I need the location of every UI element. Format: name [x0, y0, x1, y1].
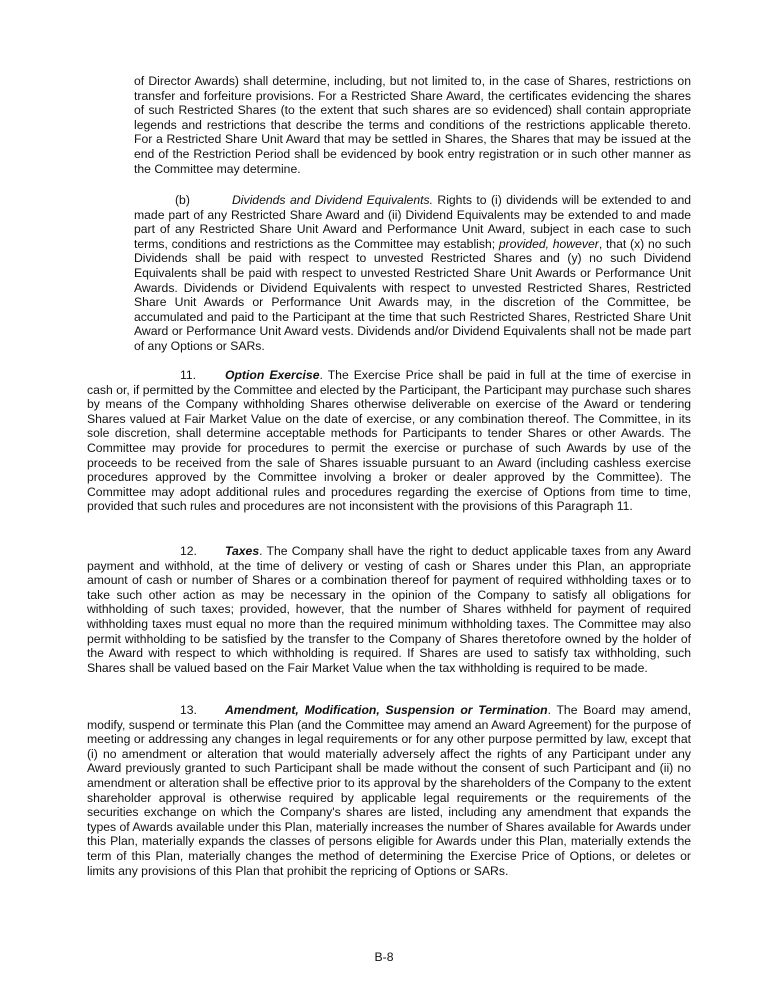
section-13-amendment	[87, 703, 691, 878]
section-number: 11.	[180, 368, 197, 382]
section-heading: Amendment, Modification, Suspension or Termination	[225, 703, 548, 717]
section-heading: Taxes	[225, 544, 260, 558]
subsection-text-continued: , that (x) no such Dividends shall be paid with respect to unvested Restricted Shares and (y) no such Dividend Equivalents shall be paid with respect to unvested Restricted Share Unit Awards or Performance Unit Awards. Dividends or Dividend Equivalents with respect to unvested Restricted Shares, Restricted Share Unit Awards or Performance Unit Awards may, in the discretion of the Committee, be accumulated and paid to the Participant at the time that such Restricted Shares, Restricted Share Unit Award or Performance Unit Award vests. Dividends and/or Dividend Equivalents shall not be made part of any Options or SARs.	[134, 236, 691, 353]
subsection-heading: Dividends and Dividend Equivalents.	[232, 193, 433, 207]
section-heading: Option Exercise	[225, 368, 320, 382]
continuation-text: of Director Awards) shall determine, including, but not limited to, in the case of Shares, restrictions on transfer and forfeiture provisions. For a Restricted Share Award, the certificates evidencing the shares of such Restricted Shares (to the extent that such shares are so evidenced) shall contain appropriate legends and restrictions that describe the terms and conditions of the restrictions applicable thereto. For a Restricted Share Unit Award that may be settled in Shares, the Shares that may be issued at the end of the Restriction Period shall be evidenced by book entry registration or in such other manner as the Committee may determine.	[134, 74, 691, 176]
section-body: . The Company shall have the right to deduct applicable taxes from any Award payment and withhold, at the time of delivery or vesting of cash or Shares under this Plan, an appropriate amount of cash or number of Shares or a combination thereof for payment of required withholding taxes or to take such other action as may be necessary in the opinion of the Company to satisfy all obligations for withholding of such taxes; provided, however, that the number of Shares withheld for payment of required withholding taxes must equal no more than the required minimum withholding taxes. The Committee may also permit withholding to be satisfied by the transfer to the Company of Shares theretofore owned by the holder of the Award with respect to which withholding is required. If Shares are used to satisfy tax withholding, such Shares shall be valued based on the Fair Market Value when the tax withholding is required to be made.	[87, 544, 691, 675]
subsection-text: Rights to (i) dividends will be extended to and made part of any Restricted Share Award and (ii) Dividend Equivalents may be extended to and made part of any Restricted Share Unit Award and Performance Unit Award, subject in each case to such terms, conditions and restrictions as the Committee may establish;	[134, 193, 691, 251]
section-number: 13.	[180, 703, 197, 717]
section-body: . The Exercise Price shall be paid in full at the time of exercise in cash or, if permitted by the Committee and elected by the Participant, the Participant may purchase such shares by means of the Company withholding Shares otherwise deliverable on exercise of the Award or tendering Shares valued at Fair Market Value on the date of exercise, or any combination thereof. The Committee, in its sole discretion, shall determine acceptable methods for Participants to tender Shares or other Awards. The Committee may provide for procedures to permit the exercise or purchase of such Awards by use of the proceeds to be received from the sale of Shares issuable pursuant to an Award (including cashless exercise procedures approved by the Committee involving a broker or dealer approved by the Committee). The Committee may adopt additional rules and procedures regarding the exercise of Options from time to time, provided that such rules and procedures are not inconsistent with the provisions of this Paragraph 11.	[87, 368, 691, 514]
subsection-number: (b)	[175, 193, 190, 207]
continuation-paragraph	[134, 74, 691, 176]
section-number: 12.	[180, 544, 197, 558]
page-number: B-8	[374, 950, 394, 964]
section-body: . The Board may amend, modify, suspend or terminate this Plan (and the Committee may amend an Award Agreement) for the purpose of meeting or addressing any changes in legal requirements or for any other purpose permitted by law, except that (i) no amendment or alteration that would materially adversely affect the rights of any Participant under any Award previously granted to such Participant shall be made without the consent of such Participant and (ii) no amendment or alteration shall be effective prior to its approval by the shareholders of the Company to the extent shareholder approval is otherwise required by applicable legal requirements or the requirements of the securities exchange on which the Company's shares are listed, including any amendment that expands the types of Awards available under this Plan, materially increases the number of Shares available for Awards under this Plan, materially expands the classes of persons eligible for Awards under this Plan, materially extends the term of this Plan, materially changes the method of determining the Exercise Price of Options, or deletes or limits any provisions of this Plan that prohibit the repricing of Options or SARs.	[87, 703, 691, 878]
section-11-option-exercise	[87, 368, 691, 514]
section-12-taxes	[87, 544, 691, 675]
subsection-b-dividends	[134, 193, 691, 354]
proviso-phrase: provided, however	[498, 236, 599, 251]
